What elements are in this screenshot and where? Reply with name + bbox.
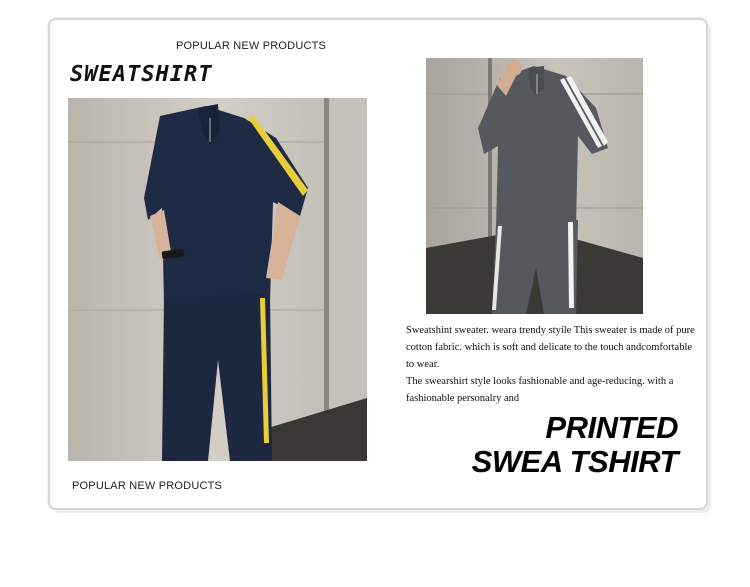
headline-sweatshirt: SWEA TSHIRT	[471, 444, 678, 479]
description-paragraph-2: The swearshirt style looks fashionable and age-reducing. with a fashionable personalry and	[406, 376, 674, 404]
grey-outfit-illustration	[426, 58, 643, 314]
description-paragraph-1: Sweatshint sweater. weara trendy styile This sweater is made of pure cotton fabric. which is soft and delicate to the touch andcomfortable to wear.	[406, 325, 695, 370]
navy-outfit-illustration	[68, 98, 367, 461]
product-description	[406, 322, 696, 407]
popular-new-products-label-top: POPULAR NEW PRODUCTS	[176, 40, 327, 52]
sweatshirt-title: SWEATSHIRT	[70, 62, 213, 87]
popular-new-products-label-bottom: POPULAR NEW PRODUCTS	[72, 480, 223, 492]
headline-printed: PRINTED	[545, 410, 678, 445]
navy-outfit-photo	[68, 98, 367, 461]
grey-outfit-photo	[426, 58, 643, 314]
